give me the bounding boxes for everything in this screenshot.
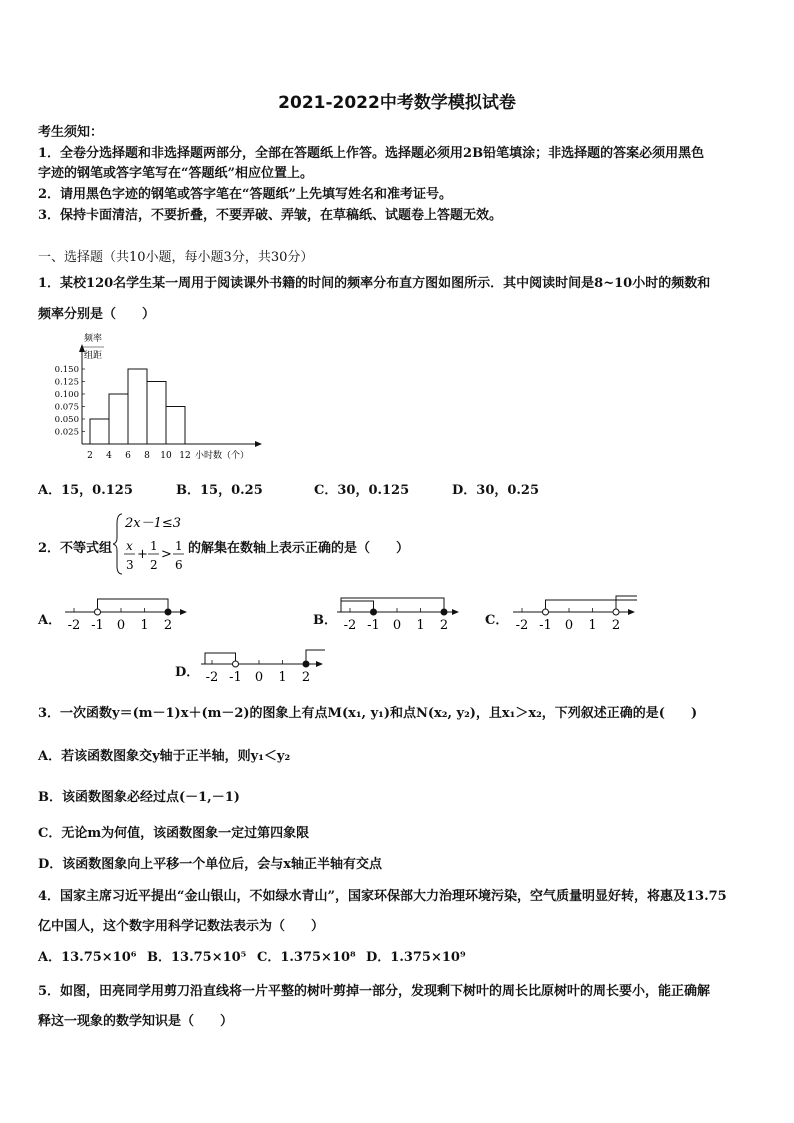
closed-point: [371, 609, 377, 615]
number-tick-label: 2: [611, 618, 621, 633]
number-tick-label: -1: [91, 618, 104, 633]
number-tick-label: 0: [564, 618, 574, 633]
q2-option-d-label[interactable]: D．: [175, 665, 200, 680]
q1-option-b[interactable]: B．15，0.25: [176, 483, 263, 498]
solution-range: [306, 650, 325, 664]
number-axis-arrow: [316, 661, 323, 667]
y-tick-label: 0.150: [54, 365, 79, 375]
q2-option-d-numberline[interactable]: [196, 646, 341, 690]
number-tick-label: -2: [205, 670, 219, 685]
notice-heading: 考生须知：: [38, 125, 104, 140]
solution-range: [341, 601, 374, 612]
q3-option-c[interactable]: C．无论m为何值，该函数图象一定过第四象限: [38, 826, 310, 841]
q4-option-d[interactable]: D．1.375×10⁹: [366, 950, 466, 965]
number-axis-arrow: [452, 609, 459, 615]
number-tick-label: -1: [367, 618, 380, 633]
x-tick-label: 6: [125, 451, 131, 461]
histogram-bar: [128, 369, 147, 444]
q2-option-a-numberline[interactable]: [60, 594, 195, 638]
y-tick-label: 0.125: [54, 377, 79, 388]
solution-range: [98, 599, 169, 612]
gt-sign: >: [161, 547, 172, 562]
histogram-chart: [40, 330, 280, 466]
histogram-bar: [166, 407, 185, 445]
q1-option-d[interactable]: D．30，0.25: [452, 483, 540, 498]
number-tick-label: 0: [392, 618, 402, 633]
open-point: [543, 609, 549, 615]
q3-option-a[interactable]: A．若该函数图象交y轴于正半轴，则y₁＜y₂: [38, 749, 291, 764]
frac1-den: 3: [126, 558, 134, 572]
notice-item-1-line-1: 1．全卷分选择题和非选择题两部分，全部在答题纸上作答。选择题必须用2B铅笔填涂；非选择题的答案必须用黑色: [38, 146, 705, 161]
question-1-line-2: 频率分别是（ ）: [38, 307, 156, 322]
x-tick-label: 8: [144, 451, 150, 461]
number-tick-label: -1: [539, 618, 552, 633]
open-point: [233, 661, 239, 667]
y-label-top: 频率: [84, 334, 103, 344]
q3-option-b[interactable]: B．该函数图象必经过点(－1,－1): [38, 790, 240, 805]
question-4-line-1: 4．国家主席习近平提出“金山银山，不如绿水青山”，国家环保部大力治理环境污染，空气质量明显好转，将惠及13.75: [38, 889, 727, 904]
closed-point: [303, 661, 309, 667]
solution-range: [616, 596, 637, 612]
plus-sign: +: [137, 547, 148, 562]
solution-range: [205, 653, 236, 664]
number-tick-label: -2: [343, 618, 357, 633]
q1-option-a[interactable]: A．15，0.125: [38, 483, 133, 498]
x-tick-label: 10: [160, 451, 172, 461]
q4-option-b[interactable]: B．13.75×10⁵: [147, 950, 247, 965]
q2-option-c-numberline[interactable]: [508, 594, 668, 638]
number-axis-arrow: [628, 609, 635, 615]
question-1-line-1: 1．某校120名学生某一周用于阅读课外书籍的时间的频率分布直方图如图所示．其中阅读时间是8~10小时的频数和: [38, 276, 711, 291]
number-tick-label: -2: [67, 618, 81, 633]
number-tick-label: 0: [254, 670, 264, 685]
open-point: [95, 609, 101, 615]
frac1-num: x: [126, 539, 133, 553]
number-tick-label: 1: [588, 618, 597, 633]
number-axis-arrow: [180, 609, 187, 615]
y-label-bottom: 组距: [84, 351, 103, 361]
q2-option-b-label[interactable]: B．: [313, 613, 337, 628]
number-tick-label: 1: [416, 618, 425, 633]
number-tick-label: 2: [163, 618, 173, 633]
notice-item-3: 3．保持卡面清洁，不要折叠，不要弄破、弄皱，在草稿纸、试题卷上答题无效。: [38, 208, 503, 223]
number-tick-label: -2: [515, 618, 529, 633]
closed-point: [441, 609, 447, 615]
frac3-den: 6: [175, 558, 183, 572]
frac2-num: 1: [150, 539, 158, 553]
solution-range: [341, 598, 444, 612]
question-5-line-1: 5．如图，田亮同学用剪刀沿直线将一片平整的树叶剪掉一部分，发现剩下树叶的周长比原树叶的周长要小，能正确解: [38, 984, 711, 999]
number-tick-label: -1: [229, 670, 242, 685]
q4-option-a[interactable]: A．13.75×10⁶: [38, 950, 137, 965]
page-title: 2021-2022中考数学模拟试卷: [278, 93, 516, 113]
x-tick-label: 4: [106, 451, 112, 461]
solution-range: [546, 600, 638, 612]
frac3-num: 1: [175, 539, 183, 553]
inequality-system: [113, 510, 193, 578]
y-tick-label: 0.100: [54, 390, 79, 400]
number-tick-label: 1: [140, 618, 149, 633]
x-tick-label: 2: [87, 451, 93, 461]
number-tick-label: 0: [116, 618, 126, 633]
notice-item-2: 2．请用黑色字迹的钢笔或答字笔在“答题纸”上先填写姓名和准考证号。: [38, 187, 453, 202]
number-tick-label: 2: [301, 670, 311, 685]
question-2-prefix: 2．不等式组: [38, 541, 113, 556]
q2-option-b-numberline[interactable]: [332, 594, 467, 638]
number-tick-label: 2: [439, 618, 449, 633]
q3-option-d[interactable]: D．该函数图象向上平移一个单位后，会与x轴正半轴有交点: [38, 857, 383, 872]
histogram-bar: [90, 419, 109, 444]
x-axis-arrow: [255, 441, 262, 447]
x-tick-label: 12: [179, 451, 191, 461]
histogram-bar: [147, 382, 166, 445]
inequality-1: 2x－1≤3: [125, 516, 182, 531]
histogram-bar: [109, 394, 128, 444]
q4-option-c[interactable]: C．1.375×10⁸: [257, 950, 356, 965]
number-tick-label: 1: [278, 670, 287, 685]
open-point: [613, 609, 619, 615]
section-heading: 一、选择题（共10小题，每小题3分，共30分）: [38, 250, 314, 265]
question-4-line-2: 亿中国人，这个数字用科学记数法表示为（ ）: [38, 919, 325, 934]
question-5-line-2: 释这一现象的数学知识是（ ）: [38, 1014, 234, 1029]
question-3-stem: 3．一次函数y＝(m－1)x＋(m－2)的图象上有点M(x₁, y₁)和点N(x₂, y₂)，且x₁＞x₂，下列叙述正确的是( ): [38, 706, 698, 721]
q2-option-c-label[interactable]: C．: [485, 613, 509, 628]
y-tick-label: 0.075: [54, 402, 79, 413]
x-axis-label: 小时数（个）: [195, 451, 250, 461]
y-tick-label: 0.050: [54, 415, 79, 425]
q1-option-c[interactable]: C．30，0.125: [314, 483, 410, 498]
notice-item-1-line-2: 字迹的钢笔或答字笔写在“答题纸”相应位置上。: [38, 166, 313, 181]
q2-option-a-label[interactable]: A．: [38, 613, 62, 628]
question-2-suffix: 的解集在数轴上表示正确的是（ ）: [188, 541, 410, 556]
y-tick-label: 0.025: [54, 427, 79, 438]
frac2-den: 2: [150, 558, 158, 572]
closed-point: [165, 609, 171, 615]
